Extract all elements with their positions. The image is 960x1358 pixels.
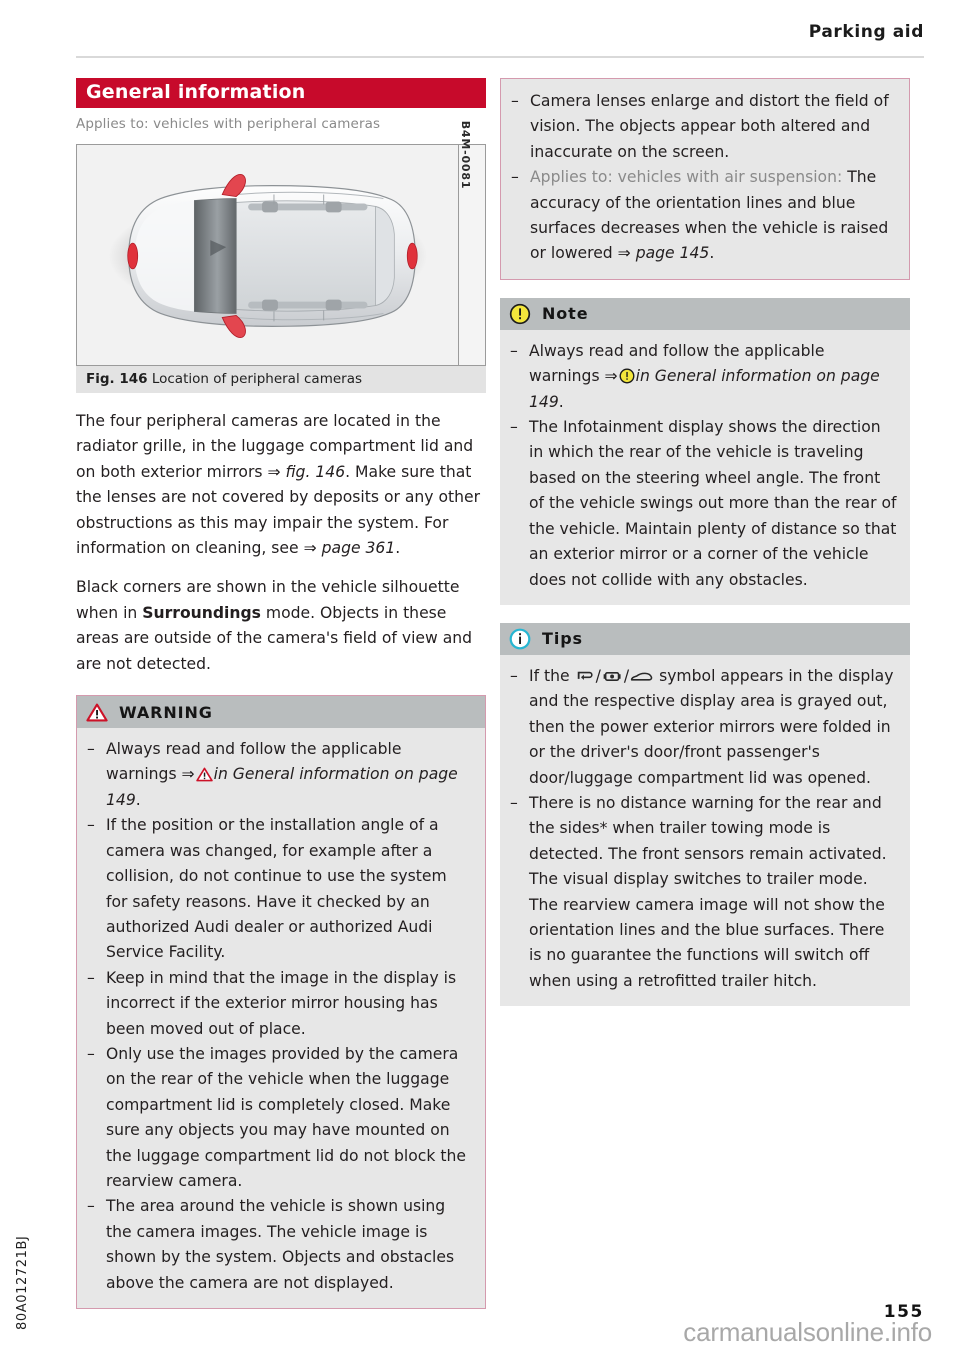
page-number: 155 (883, 1302, 924, 1322)
tips-item-list (510, 664, 898, 994)
warning-continued-item (511, 165, 897, 267)
right-column (500, 78, 910, 1006)
warning-item-0-ref[interactable]: in General information on page 149 (106, 765, 458, 809)
tips-symbol-slash-1: / (595, 666, 601, 685)
warning-box-continued (500, 78, 910, 280)
warning-continued-item-1-part-1: The accuracy of the orientation lines and blue surfaces decreases when the vehicle is raised or lowered (530, 168, 889, 263)
warning-item: – The area around the vehicle is shown using the camera images. The vehicle image is shown by the system. Objects and obstacles above the camera are not displayed. (87, 1194, 473, 1296)
tips-box (500, 623, 910, 1006)
front-camera-marker (128, 243, 138, 269)
note-exclamation-icon (509, 303, 531, 325)
tips-item-0-part-1: If the (529, 666, 575, 685)
cross-reference-arrow-icon: ⇒ (604, 367, 618, 386)
figure-code-strip (458, 120, 485, 365)
note-box-body (500, 330, 910, 605)
rear-camera-icon (602, 669, 623, 684)
note-item-0-part-2: . (558, 392, 564, 411)
warning-triangle-icon (196, 767, 213, 782)
note-item (510, 339, 898, 415)
cross-reference-arrow-icon: ⇒ (617, 244, 636, 263)
warning-item: – If the position or the installation angle of a camera was changed, for example after a collision, do not continue to use the system for safety reasons. Have it checked by an authorized Audi dealer or authorized Audi Service Facility. (87, 813, 473, 965)
warning-item-0-part-2: . (135, 790, 141, 809)
warning-item-list (87, 737, 473, 1296)
warning-continued-item-1-part-2: . (709, 244, 715, 263)
document-part-number: 80A012721BJ (15, 1235, 30, 1330)
cross-reference-arrow-icon: ⇒ (267, 462, 286, 481)
applies-to-prefix: Applies to: vehicles with air suspension: (530, 168, 848, 187)
applies-to-note: Applies to: vehicles with peripheral cameras (76, 116, 381, 132)
paragraph-black-corners (76, 575, 486, 677)
info-circle-icon (509, 628, 531, 650)
mirror-fold-icon (576, 669, 595, 684)
warning-item: – Keep in mind that the image in the display is incorrect if the exterior mirror housing has been moved out of place. (87, 966, 473, 1042)
note-item-list (510, 339, 898, 593)
note-item: – The Infotainment display shows the direction in which the rear of the vehicle is traveling based on the steering wheel angle. The front of the vehicle swings out more than the rear of the vehicle. Maintain plenty of distance so that an exterior mirror or a corner of the vehicle does not collide with any obstacles. (510, 415, 898, 593)
figure-code: B4M-0081 (459, 120, 472, 190)
warning-continued-item-list (511, 89, 897, 267)
warning-continued-item: – Camera lenses enlarge and distort the field of vision. The objects appear both altered and inaccurate on the screen. (511, 89, 897, 165)
paragraph-2-part-1: Black corners are shown in the vehicle silhouette when in (76, 578, 460, 622)
page-title: Parking aid (808, 22, 924, 42)
figure-caption-text: Location of peripheral cameras (151, 371, 363, 387)
paragraph-1-part-1: The four peripheral cameras are located in the radiator grille, in the luggage compartment lid and on both exterior mirrors (76, 412, 474, 481)
vehicle-top-view-illustration (77, 145, 459, 365)
tips-item: – There is no distance warning for the rear and the sides* when trailer towing mode is detected. The front sensors remain activated. The visual display switches to trailer mode. The rearview camera image will not show the orientation lines and the blue surfaces. There is no guarantee the functions will switch off when using a retrofitted trailer hitch. (510, 791, 898, 994)
note-exclamation-icon (619, 368, 635, 384)
tips-box-header (500, 623, 910, 655)
section-heading: General information (76, 78, 486, 108)
note-item-0-part-1: Always read and follow the applicable warnings (529, 341, 825, 386)
warning-triangle-icon (86, 703, 108, 722)
note-box-label: Note (542, 304, 589, 324)
warning-item: – Only use the images provided by the camera on the rear of the vehicle when the luggage compartment lid is completely closed. Make sure any objects you may have mounted on the luggage compartment lid do not block the rearview camera. (87, 1042, 473, 1194)
tips-box-label: Tips (542, 629, 583, 649)
site-watermark: carmanualsonline.info (683, 1317, 932, 1347)
tips-item-0-part-2: symbol appears in the display and the respective display area is grayed out, then the power exterior mirrors were folded in or the driver's door/front passenger's door/luggage compartment lid was opened. (529, 666, 894, 787)
rear-window (375, 206, 394, 305)
paragraph-camera-locations (76, 409, 486, 561)
warning-item (87, 737, 473, 813)
car-roof (236, 201, 392, 311)
paragraph-2-part-2: mode. Objects in these areas are outside of the camera's field of view and are not detected. (76, 603, 473, 673)
cross-reference-arrow-icon: ⇒ (181, 765, 195, 784)
paragraph-1-ref-1[interactable]: fig. 146 (285, 462, 346, 481)
paragraph-1-ref-2[interactable]: page 361 (321, 539, 396, 558)
tips-box-body (500, 655, 910, 1006)
note-item-0-ref[interactable]: in General information on page 149 (529, 367, 880, 411)
warning-box (76, 695, 486, 1309)
paragraph-1-part-3: . (395, 539, 401, 558)
page-header (76, 22, 924, 62)
warning-continued-item-1-ref[interactable]: page 145 (635, 244, 710, 263)
left-column (76, 78, 486, 1309)
windshield (194, 199, 236, 314)
tips-item (510, 664, 898, 791)
warning-box-label: WARNING (119, 702, 213, 722)
header-divider (76, 56, 924, 58)
note-box-header (500, 298, 910, 330)
figure-caption-label: Fig. 146 (86, 371, 148, 387)
warning-item-0-part-1: Always read and follow the applicable warnings (106, 740, 402, 784)
figure-caption (76, 366, 486, 393)
paragraph-2-bold: Surroundings (142, 603, 261, 622)
car-side-icon (630, 669, 653, 684)
paragraph-1-part-2: . Make sure that the lenses are not covered by deposits or any other obstructions as this may impair the system. For information on cleaning, see (76, 462, 481, 558)
warning-box-body (77, 728, 485, 1308)
warning-box-header (77, 696, 485, 728)
cross-reference-arrow-icon: ⇒ (303, 539, 322, 558)
rear-camera-marker (407, 243, 417, 269)
car-illustration-svg (77, 145, 459, 365)
note-box (500, 298, 910, 605)
tips-symbol-slash-2: / (623, 666, 630, 685)
